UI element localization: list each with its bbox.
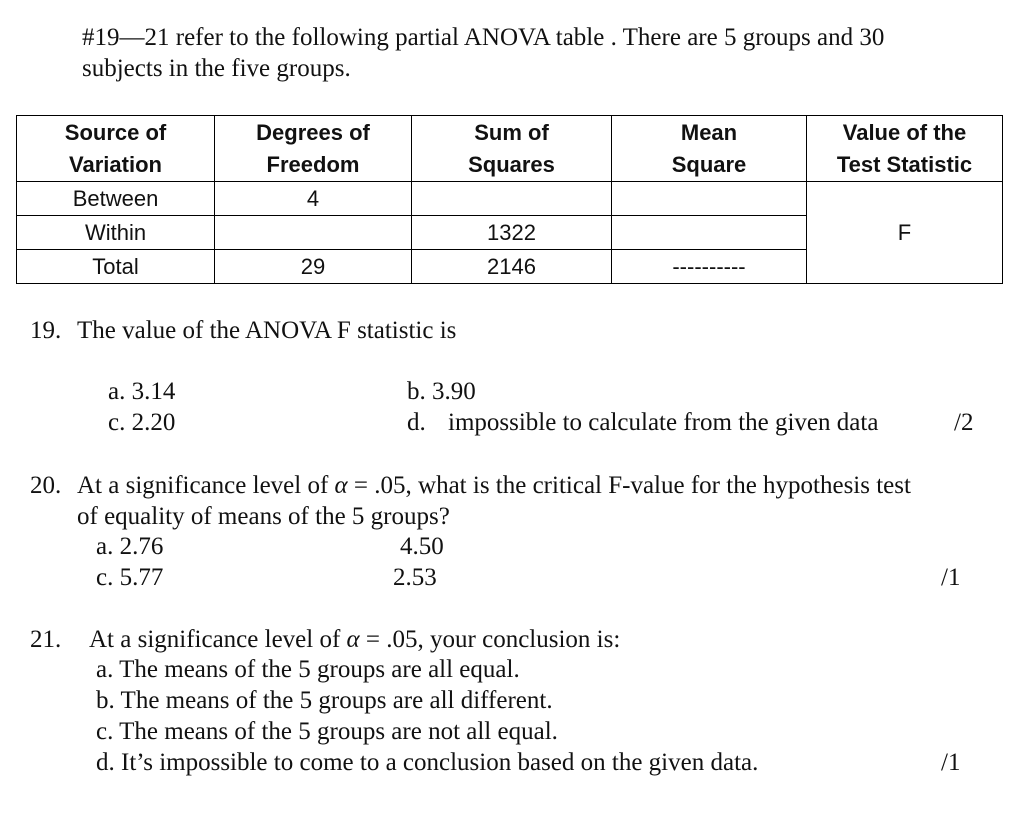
cell-test-statistic: F (807, 182, 1003, 284)
cell-ms: ---------- (612, 250, 807, 284)
q21-points: /1 (941, 749, 961, 776)
q20-option-d: 2.53 (393, 564, 437, 591)
q21-option-a: a. The means of the 5 groups are all equal. (96, 656, 520, 683)
cell-df (215, 216, 412, 250)
q20-question-line-2: of equality of means of the 5 groups? (77, 503, 450, 530)
q19-option-c: c. 2.20 (108, 409, 176, 436)
q19-option-d: impossible to calculate from the given data (448, 409, 879, 436)
cell-ss (412, 182, 612, 216)
alpha-symbol: α (346, 626, 360, 653)
header-test-statistic: Value of the Test Statistic (807, 116, 1003, 182)
cell-source: Total (17, 250, 215, 284)
cell-df: 29 (215, 250, 412, 284)
q20-number: 20. (30, 472, 62, 499)
q20-option-a: a. 2.76 (96, 533, 164, 560)
cell-ms (612, 182, 807, 216)
q19-number: 19. (30, 317, 62, 344)
cell-ms (612, 216, 807, 250)
q21-option-d: d. It’s impossible to come to a conclusion based on the given data. (96, 749, 759, 776)
q21-question: At a significance level of α = .05, your conclusion is: (89, 626, 621, 653)
q21-option-b: b. The means of the 5 groups are all different. (96, 687, 553, 714)
header-df: Degrees of Freedom (215, 116, 412, 182)
table-row (17, 182, 1003, 216)
cell-ss: 2146 (412, 250, 612, 284)
header-source: Source of Variation (17, 116, 215, 182)
intro-line-1: #19—21 refer to the following partial ANOVA table . There are 5 groups and 30 (82, 24, 885, 51)
cell-source: Between (17, 182, 215, 216)
q20-question-line-1: At a significance level of α = .05, what is the critical F-value for the hypothesis test (77, 472, 911, 499)
q19-points: /2 (954, 409, 974, 436)
cell-source: Within (17, 216, 215, 250)
alpha-symbol: α (334, 472, 348, 499)
q20-option-b: 4.50 (400, 533, 444, 560)
table-header-row (17, 116, 1003, 182)
anova-table (16, 115, 1003, 284)
q19-option-d-label: d. (407, 409, 426, 436)
cell-ss: 1322 (412, 216, 612, 250)
intro-line-2: subjects in the five groups. (82, 55, 351, 82)
q21-number: 21. (30, 626, 62, 653)
header-ss: Sum of Squares (412, 116, 612, 182)
q19-option-b: b. 3.90 (407, 378, 476, 405)
q21-option-c: c. The means of the 5 groups are not all equal. (96, 718, 558, 745)
header-ms: Mean Square (612, 116, 807, 182)
intro-text (82, 22, 884, 84)
cell-df: 4 (215, 182, 412, 216)
q19-question: The value of the ANOVA F statistic is (77, 317, 457, 344)
q20-points: /1 (941, 564, 961, 591)
q19-option-a: a. 3.14 (108, 378, 176, 405)
q20-option-c: c. 5.77 (96, 564, 164, 591)
